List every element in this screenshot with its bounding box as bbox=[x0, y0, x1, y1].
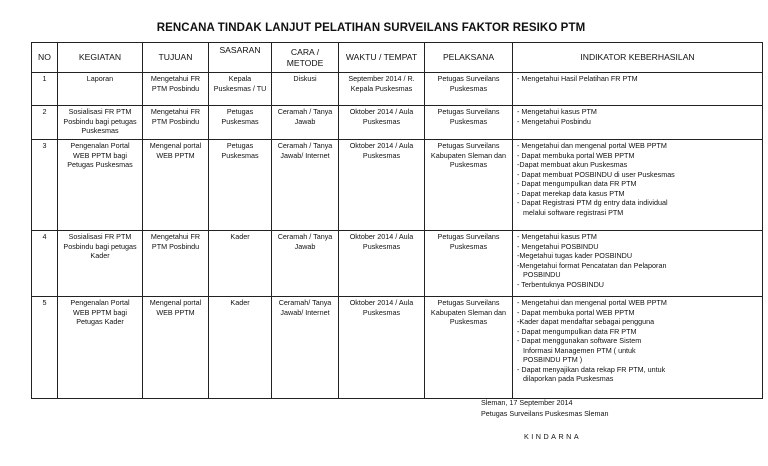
table-row bbox=[32, 73, 763, 106]
row-kegiatan: Sosialisasi FR PTM Posbindu bagi petugas Puskesmas bbox=[58, 106, 143, 140]
header-kegiatan: KEGIATAN bbox=[58, 43, 143, 73]
row-kegiatan: Sosialisasi FR PTM Posbindu bagi petugas Kader bbox=[58, 231, 143, 297]
indicator-item: - Mengetahui Posbindu bbox=[517, 116, 591, 126]
row-kegiatan: Pengenalan Portal WEB PPTM bagi Petugas Kader bbox=[58, 297, 143, 399]
row-tujuan: Mengenal portal WEB PPTM bbox=[143, 297, 209, 399]
signature-position: Petugas Surveilans Puskesmas Sleman bbox=[481, 409, 609, 418]
row-tujuan: Mengetahui FR PTM Posbindu bbox=[143, 106, 209, 140]
row-pelaksana: Petugas Surveilans Kabupaten Sleman dan Puskesmas bbox=[425, 140, 513, 231]
signature-name: KINDARNA bbox=[524, 432, 582, 441]
row-tujuan: Mengetahui FR PTM Posbindu bbox=[143, 73, 209, 106]
row-sasaran: Kepala Puskesmas / TU bbox=[209, 73, 272, 106]
row-waktu: Oktober 2014 / Aula Puskesmas bbox=[339, 106, 425, 140]
row-cara: Diskusi bbox=[272, 73, 339, 106]
row-no: 3 bbox=[32, 140, 58, 231]
row-no: 4 bbox=[32, 231, 58, 297]
row-waktu: Oktober 2014 / Aula Puskesmas bbox=[339, 297, 425, 399]
row-cara: Ceramah / Tanya Jawab/ Internet bbox=[272, 140, 339, 231]
row-sasaran: Petugas Puskesmas bbox=[209, 106, 272, 140]
indicator-item: - Dapat mengumpulkan data FR PTM bbox=[517, 179, 637, 188]
indicator-item: - Mengetahui dan mengenal portal WEB PPTM bbox=[517, 298, 667, 307]
row-tujuan: Mengetahui FR PTM Posbindu bbox=[143, 231, 209, 297]
indicator-item: -Megetahui tugas kader POSBINDU bbox=[517, 251, 633, 260]
row-kegiatan: Laporan bbox=[58, 73, 143, 106]
row-cara: Ceramah/ Tanya Jawab/ Internet bbox=[272, 297, 339, 399]
row-indikator bbox=[513, 297, 763, 399]
row-waktu: Oktober 2014 / Aula Puskesmas bbox=[339, 231, 425, 297]
row-pelaksana: Petugas Surveilans Puskesmas bbox=[425, 73, 513, 106]
row-pelaksana: Petugas Surveilans Puskesmas bbox=[425, 231, 513, 297]
row-indikator bbox=[513, 106, 763, 140]
indicator-item: - Dapat membuka portal WEB PPTM bbox=[517, 150, 635, 160]
indicator-item: - Terbentuknya POSBINDU bbox=[517, 279, 604, 289]
indicator-item: POSBINDU PTM ) bbox=[523, 355, 583, 364]
indicator-item: -Mengetahui format Pencatatan dan Pelaporan bbox=[517, 260, 667, 270]
row-kegiatan: Pengenalan Portal WEB PPTM bagi Petugas Puskesmas bbox=[58, 140, 143, 231]
indicator-item: - Dapat menyajikan data rekap FR PTM, untuk bbox=[517, 364, 666, 374]
indicator-item: Informasi Managemen PTM ( untuk bbox=[523, 345, 636, 355]
header-sasaran: SASARAN bbox=[209, 43, 272, 73]
header-indikator: INDIKATOR KEBERHASILAN bbox=[513, 43, 763, 73]
row-indikator bbox=[513, 231, 763, 297]
header-no: NO bbox=[32, 43, 58, 73]
row-indikator bbox=[513, 140, 763, 231]
row-cara: Ceramah / Tanya Jawab bbox=[272, 231, 339, 297]
indicator-item: melalui software registrasi PTM bbox=[523, 207, 624, 217]
indicator-item: - Mengetahui Hasil Pelatihan FR PTM bbox=[517, 74, 638, 83]
indicator-item: - Dapat membuat POSBINDU di user Puskesmas bbox=[517, 169, 675, 179]
indicator-item: - Mengetahui kasus PTM bbox=[517, 232, 597, 241]
indicator-item: - Mengetahui kasus PTM bbox=[517, 107, 597, 116]
indicator-item: dilaporkan pada Puskesmas bbox=[523, 374, 614, 383]
header-waktu: WAKTU / TEMPAT bbox=[339, 43, 425, 73]
row-pelaksana: Petugas Surveilans Puskesmas bbox=[425, 106, 513, 140]
row-no: 2 bbox=[32, 106, 58, 140]
table-row bbox=[32, 140, 763, 231]
signature-place-date: Sleman, 17 September 2014 bbox=[481, 398, 573, 407]
row-no: 5 bbox=[32, 297, 58, 399]
table-row bbox=[32, 297, 763, 399]
row-sasaran: Petugas Puskesmas bbox=[209, 140, 272, 231]
indicator-item: - Dapat menggunakan software Sistem bbox=[517, 336, 642, 345]
row-waktu: September 2014 / R. Kepala Puskesmas bbox=[339, 73, 425, 106]
row-tujuan: Mengenal portal WEB PPTM bbox=[143, 140, 209, 231]
table-header-row bbox=[32, 43, 763, 73]
indicator-item: - Mengetahui dan mengenal portal WEB PPTM bbox=[517, 141, 667, 150]
row-sasaran: Kader bbox=[209, 231, 272, 297]
row-pelaksana: Petugas Surveilans Kabupaten Sleman dan Puskesmas bbox=[425, 297, 513, 399]
row-no: 1 bbox=[32, 73, 58, 106]
row-indikator bbox=[513, 73, 763, 106]
indicator-item: - Dapat membuka portal WEB PPTM bbox=[517, 307, 635, 317]
row-sasaran: Kader bbox=[209, 297, 272, 399]
table-row bbox=[32, 106, 763, 140]
table-row bbox=[32, 231, 763, 297]
indicator-item: POSBINDU bbox=[523, 270, 561, 279]
indicator-item: -Dapat membuat akun Puskesmas bbox=[517, 160, 628, 169]
header-pelaksana: PELAKSANA bbox=[425, 43, 513, 73]
indicator-item: - Dapat Registrasi PTM dg entry data individual bbox=[517, 198, 668, 207]
header-tujuan: TUJUAN bbox=[143, 43, 209, 73]
indicator-item: -Kader dapat mendaftar sebagai pengguna bbox=[517, 317, 655, 326]
row-cara: Ceramah / Tanya Jawab bbox=[272, 106, 339, 140]
indicator-item: - Dapat mengumpulkan data FR PTM bbox=[517, 326, 637, 336]
indicator-item: - Dapat merekap data kasus PTM bbox=[517, 188, 625, 198]
indicator-item: - Mengetahui POSBINDU bbox=[517, 241, 599, 251]
header-cara: CARA / METODE bbox=[272, 43, 339, 73]
row-waktu: Oktober 2014 / Aula Puskesmas bbox=[339, 140, 425, 231]
document-title: RENCANA TINDAK LANJUT PELATIHAN SURVEILANS FAKTOR RESIKO PTM bbox=[156, 22, 586, 34]
action-plan-table bbox=[31, 42, 763, 399]
